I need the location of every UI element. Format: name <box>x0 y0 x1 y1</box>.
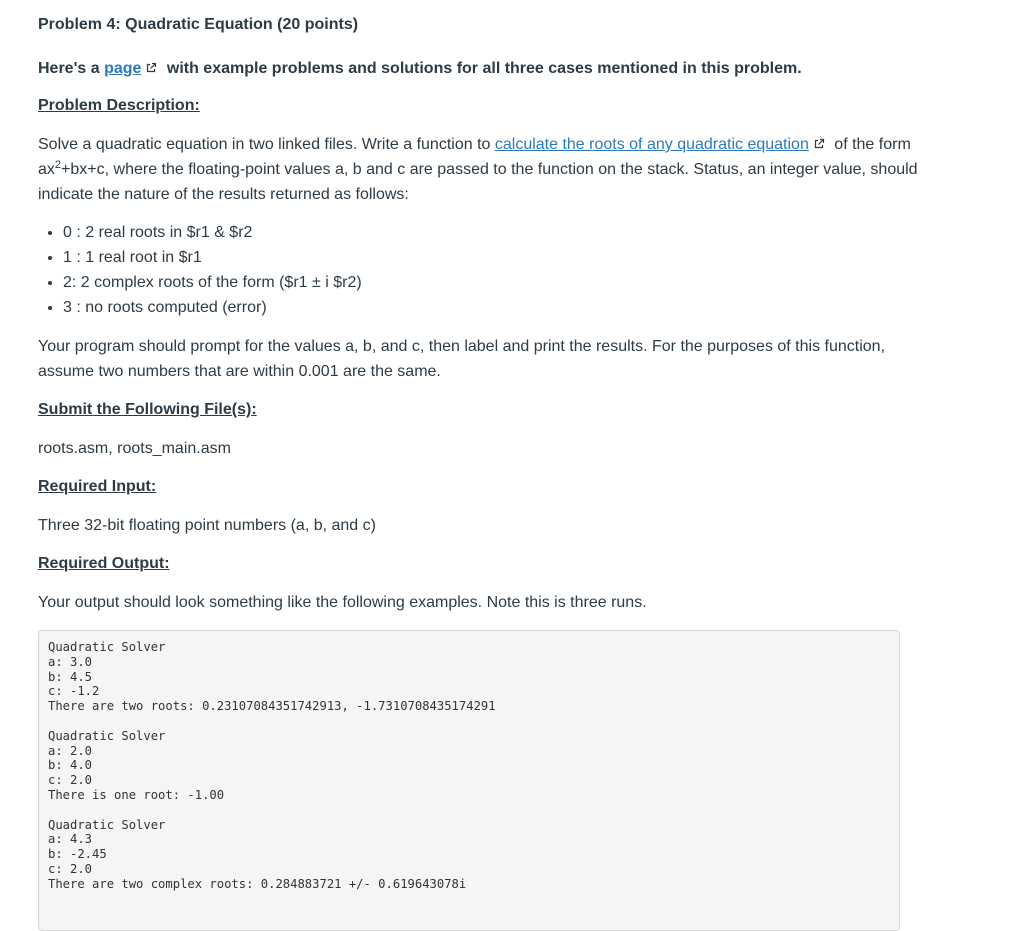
code-line: b: 4.5 <box>48 669 93 684</box>
external-link-icon <box>813 138 825 150</box>
code-blank-line <box>48 803 890 818</box>
intro-paragraph <box>38 58 918 80</box>
status-item: • 0 : 2 real roots in $r1 & $r2 <box>63 220 918 245</box>
status-item: • 1 : 1 real root in $r1 <box>63 245 918 270</box>
submit-files-heading: Submit the Following File(s): <box>38 401 257 418</box>
code-line: c: 2.0 <box>48 861 93 876</box>
code-line: There are two roots: 0.23107084351742913, -1.7310708435174291 <box>48 699 496 714</box>
status-list <box>38 220 918 320</box>
quadratic-roots-link[interactable]: calculate the roots of any quadratic equation <box>494 136 809 153</box>
problem-description-text <box>38 132 918 207</box>
code-blank-line <box>48 714 890 729</box>
external-link-icon <box>145 62 157 74</box>
problem-title: Problem 4: Quadratic Equation (20 points) <box>38 16 359 33</box>
page-link[interactable]: page <box>104 60 142 77</box>
status-item: • 2: 2 complex roots of the form ($r1 ± i $r2) <box>63 270 918 295</box>
required-output-text: Your output should look something like the following examples. Note this is three runs. <box>38 594 647 611</box>
description-after-sup: +bx+c, where the floating-point values a, b and c are passed to the function on the stack. Status, an integer value, should indicate the nature of the results returned as follows: <box>38 161 918 203</box>
prompt-instructions: Your program should prompt for the values a, b, and c, then label and print the results. For the purposes of this function, assume two numbers that are within 0.001 are the same. <box>38 338 886 380</box>
description-before-link: Solve a quadratic equation in two linked files. Write a function to <box>38 136 495 153</box>
code-line: b: -2.45 <box>48 847 107 862</box>
description-form-prefix: of the form ax <box>38 136 911 178</box>
required-input-text: Three 32-bit floating point numbers (a, b, and c) <box>38 517 376 534</box>
code-line: Quadratic Solver <box>48 817 166 832</box>
exponent-superscript: 2 <box>54 159 62 171</box>
code-line: c: 2.0 <box>48 773 93 788</box>
code-line: a: 3.0 <box>48 654 93 669</box>
example-output-code-block <box>38 630 900 931</box>
required-input-heading: Required Input: <box>38 478 157 495</box>
code-line: b: 4.0 <box>48 758 93 773</box>
code-line: a: 2.0 <box>48 743 93 758</box>
problem-description-heading: Problem Description: <box>38 97 200 114</box>
status-item: • 3 : no roots computed (error) <box>63 295 918 320</box>
submit-files-list: roots.asm, roots_main.asm <box>38 440 231 457</box>
code-line: Quadratic Solver <box>48 728 166 743</box>
required-output-heading: Required Output: <box>38 555 170 572</box>
code-line: a: 4.3 <box>48 832 93 847</box>
intro-before: Here's a <box>38 60 105 77</box>
code-line: Quadratic Solver <box>48 640 166 654</box>
code-line: There are two complex roots: 0.284883721 +/- 0.619643078i <box>48 876 467 891</box>
intro-after: with example problems and solutions for all three cases mentioned in this problem. <box>162 60 802 77</box>
code-line: There is one root: -1.00 <box>48 787 225 802</box>
code-line: c: -1.2 <box>48 684 100 699</box>
